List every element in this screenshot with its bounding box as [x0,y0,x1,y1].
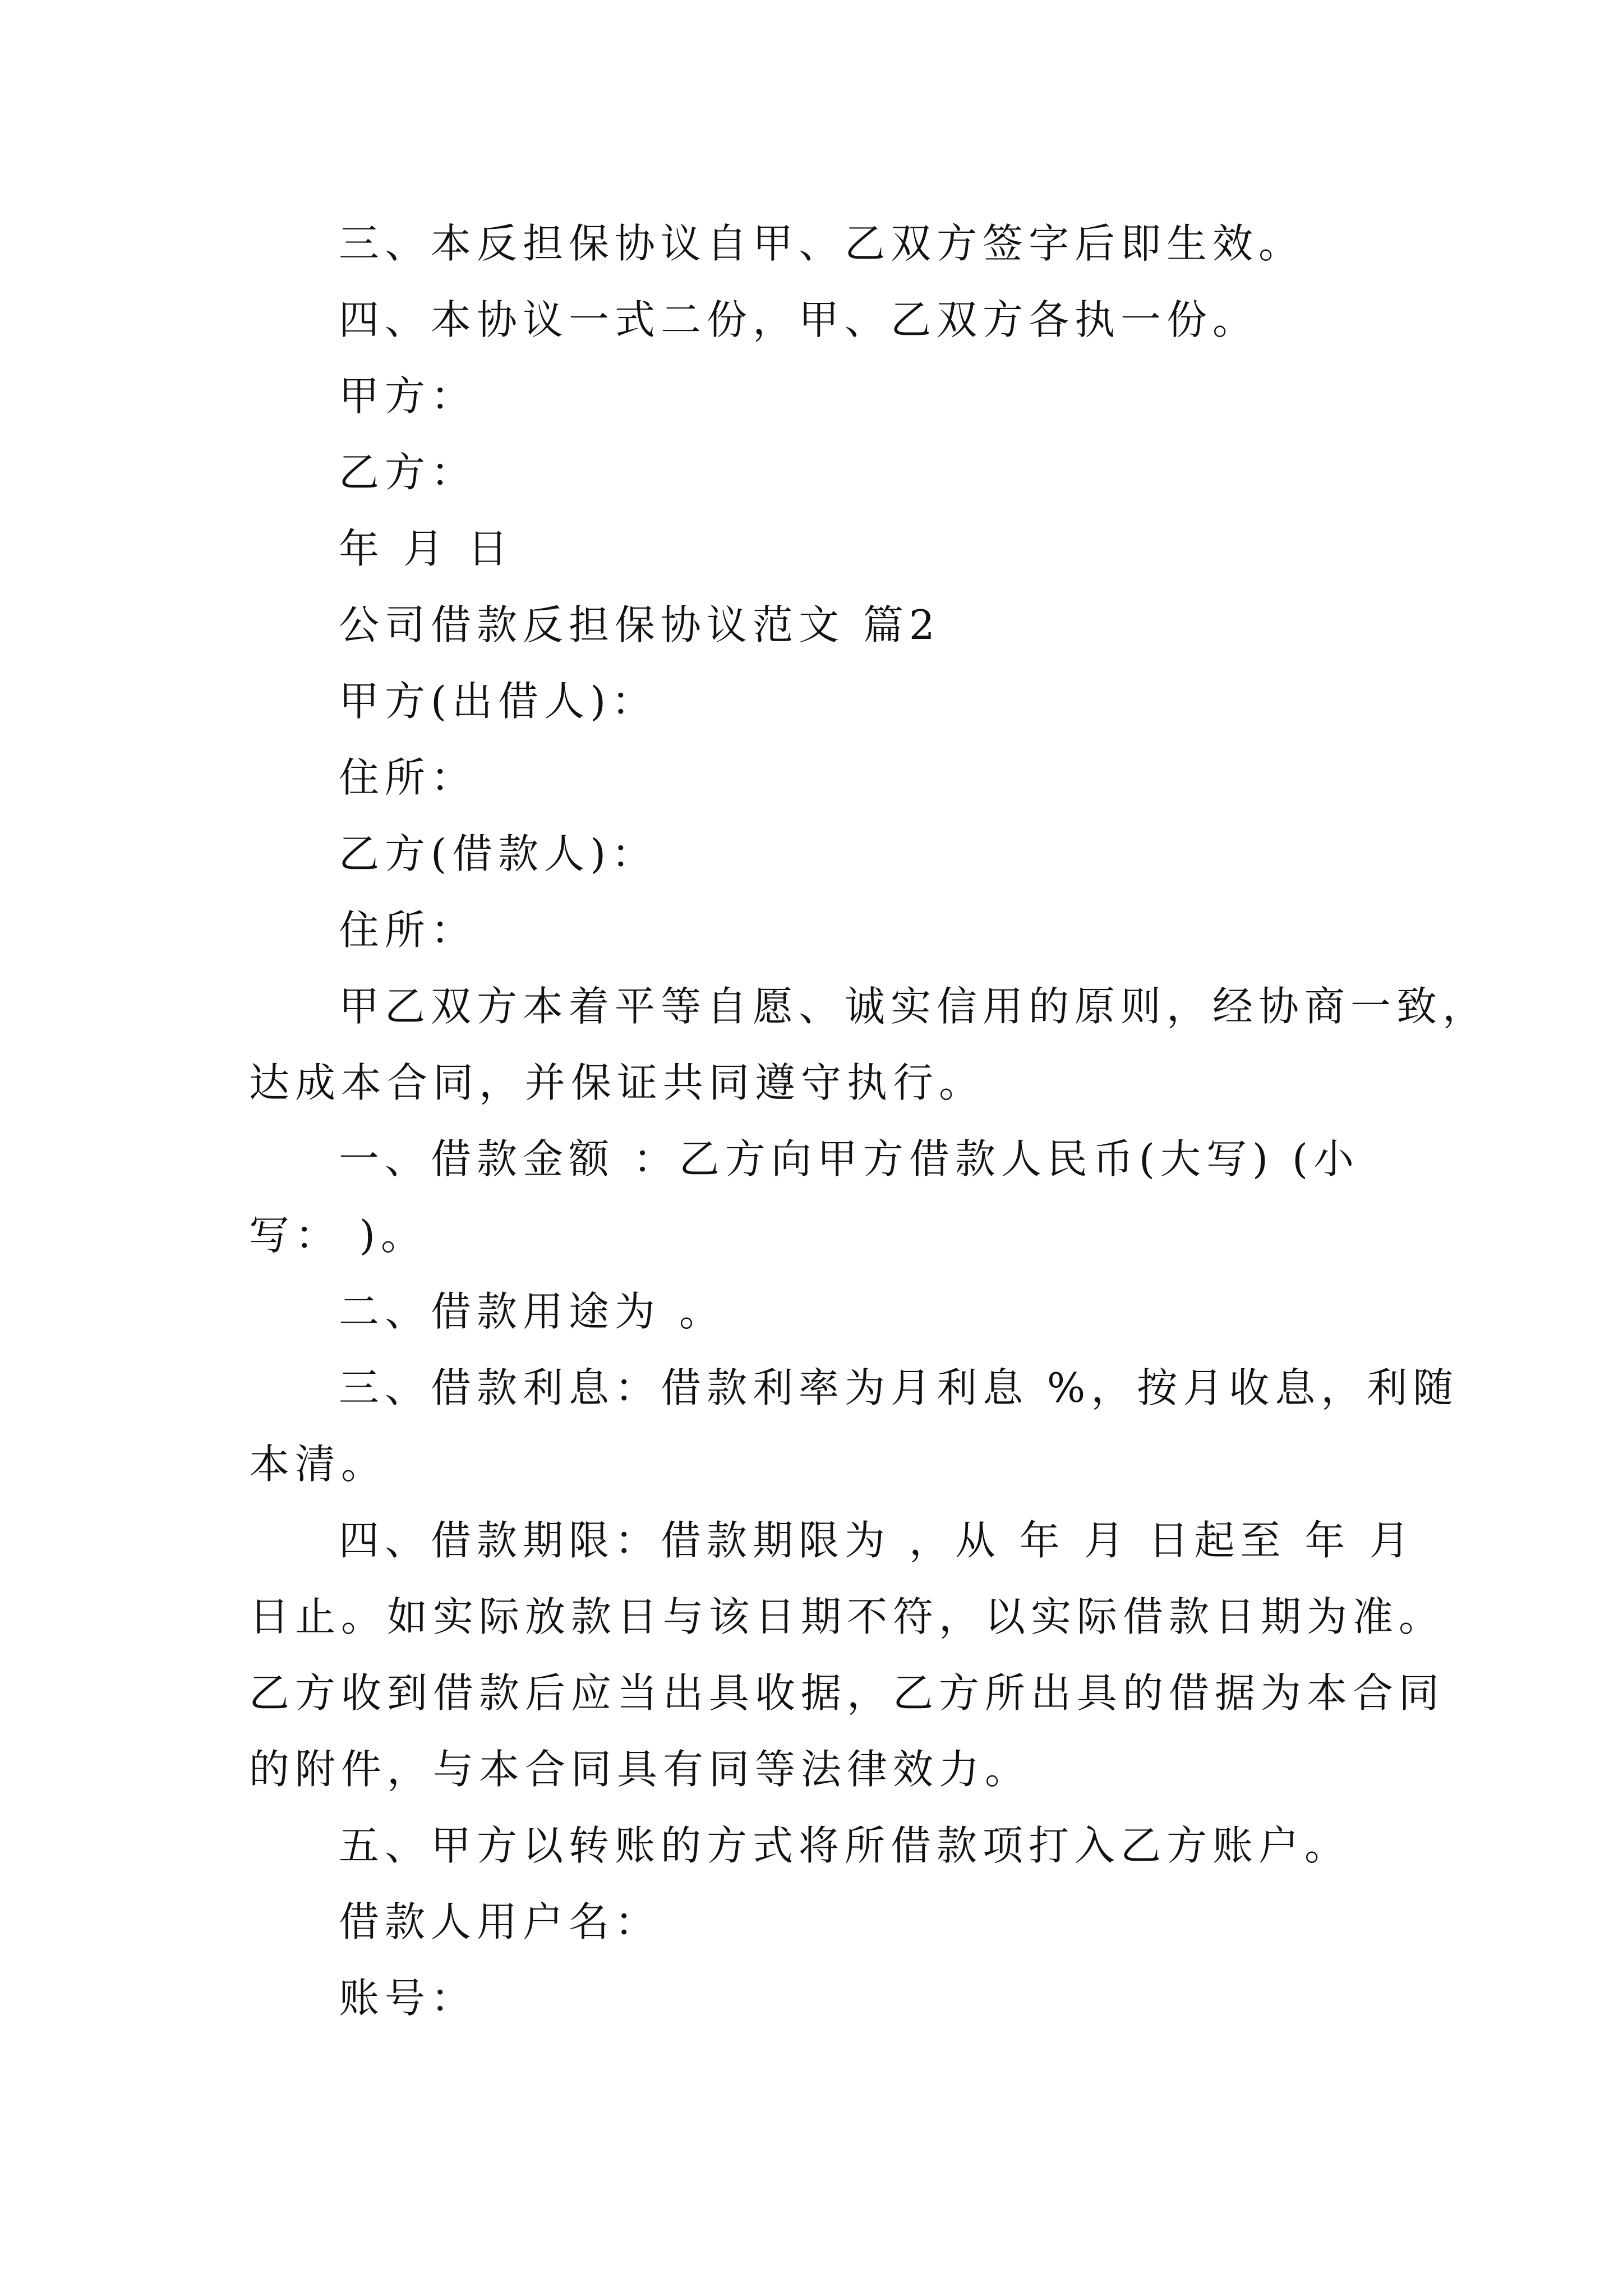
preamble-line-1: 甲乙双方本着平等自愿、诚实信用的原则，经协商一致， [339,983,1489,1030]
loan-term-line-4: 的附件，与本合同具有同等法律效力。 [249,1746,1031,1793]
party-b-signature-label: 乙方： [339,449,477,496]
loan-interest-line-2: 本清。 [249,1441,388,1488]
date-label: 年 月 日 [339,525,514,572]
lender-address-label: 住所： [339,754,477,801]
clause-3-effective: 三、本反担保协议自甲、乙双方签字后即生效。 [339,220,1305,267]
borrower-label: 乙方(借款人)： [339,830,658,877]
clause-4-copies: 四、本协议一式二份，甲、乙双方各执一份。 [339,296,1259,343]
loan-amount-line-1: 一、借款金额 ：乙方向甲方借款人民币(大写) (小 [339,1135,1360,1182]
borrower-address-label: 住所： [339,907,477,954]
loan-term-line-2: 日止。如实际放款日与该日期不符，以实际借款日期为准。 [249,1593,1445,1640]
lender-label: 甲方(出借人)： [339,678,658,725]
loan-amount-line-2: 写： )。 [249,1212,427,1259]
section-title: 公司借款反担保协议范文 篇2 [339,601,940,648]
loan-purpose: 二、借款用途为 。 [339,1288,725,1335]
account-name-label: 借款人用户名： [339,1898,661,1945]
preamble-line-2: 达成本合同，并保证共同遵守执行。 [249,1059,985,1106]
loan-term-line-1: 四、借款期限：借款期限为 ，从 年 月 日起至 年 月 [339,1517,1415,1564]
account-number-label: 账号： [339,1975,477,2022]
transfer-clause: 五、甲方以转账的方式将所借款项打入乙方账户。 [339,1822,1351,1869]
party-a-signature-label: 甲方： [339,372,477,420]
loan-term-line-3: 乙方收到借款后应当出具收据，乙方所出具的借据为本合同 [249,1669,1445,1717]
loan-interest-line-1: 三、借款利息：借款利率为月利息 %，按月收息，利随 [339,1364,1459,1411]
